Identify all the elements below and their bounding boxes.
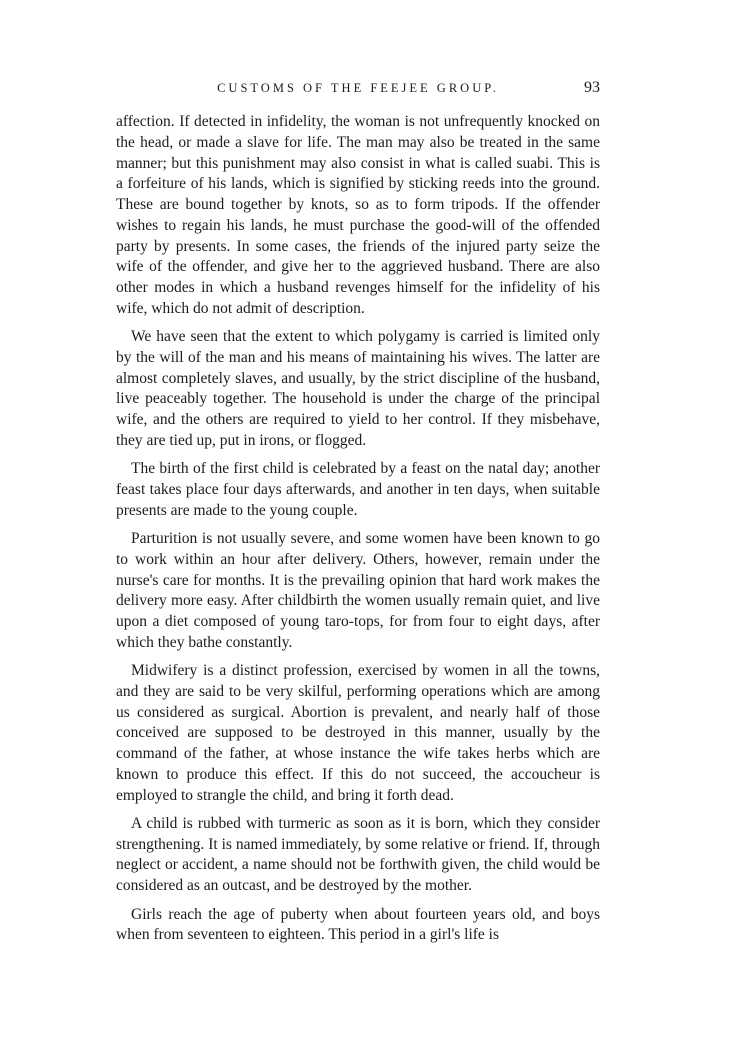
running-head [116,78,600,102]
paragraph-child-naming: A child is rubbed with turmeric as soon as it is born, which they consider strengthening. It is named immediately, by some relative or friend. If, through neglect or accident, a name should not be forthwith given, the child would be considered as an outcast, and be destroyed by the mother. [116,814,600,895]
paragraph-first-child-feast: The birth of the first child is celebrated by a feast on the natal day; another feast takes place four days afterwards, and another in ten days, when suitable presents are made to the young couple. [116,460,600,519]
running-title: CUSTOMS OF THE FEEJEE GROUP. [217,81,499,95]
paragraph-puberty: Girls reach the age of puberty when about fourteen years old, and boys when from seventeen to eighteen. This period in a girl's life is [116,905,600,944]
paragraph-polygamy: We have seen that the extent to which polygamy is carried is limited only by the will of the man and his means of maintaining his wives. The latter are almost completely slaves, and usually, by the strict discipline of the husband, live peaceably together. The household is under the charge of the principal wife, and the others are required to yield to her control. If they misbehave, they are tied up, put in irons, or flogged. [116,328,600,449]
body-text [116,112,600,954]
page-number: 93 [584,79,600,96]
paragraph-infidelity-continued: affection. If detected in infidelity, the woman is not unfrequently knocked on the head, or made a slave for life. The man may also be treated in the same manner; but this punishment may also consist in what is called suabi. This is a forfeiture of his lands, which is signified by sticking reeds into the ground. These are bound together by knots, so as to form tripods. If the offender wishes to regain his lands, he must purchase the good-will of the offended party by presents. In some cases, the friends of the injured party seize the wife of the offender, and give her to the aggrieved husband. There are also other modes in which a husband revenges himself for the infidelity of his wife, which do not admit of description. [116,113,600,317]
paragraph-midwifery: Midwifery is a distinct profession, exercised by women in all the towns, and they are said to be very skilful, performing operations which are among us considered as surgical. Abortion is prevalent, and nearly half of those conceived are supposed to be destroyed in this manner, usually by the command of the father, at whose instance the wife takes herbs which are known to produce this effect. If this do not succeed, the accoucheur is employed to strangle the child, and bring it forth dead. [116,662,600,804]
paragraph-parturition: Parturition is not usually severe, and some women have been known to go to work within an hour after delivery. Others, however, remain under the nurse's care for months. It is the prevailing opinion that hard work makes the delivery more easy. After childbirth the women usually remain quiet, and live upon a diet composed of young taro-tops, for from four to eight days, after which they bathe constantly. [116,530,600,651]
